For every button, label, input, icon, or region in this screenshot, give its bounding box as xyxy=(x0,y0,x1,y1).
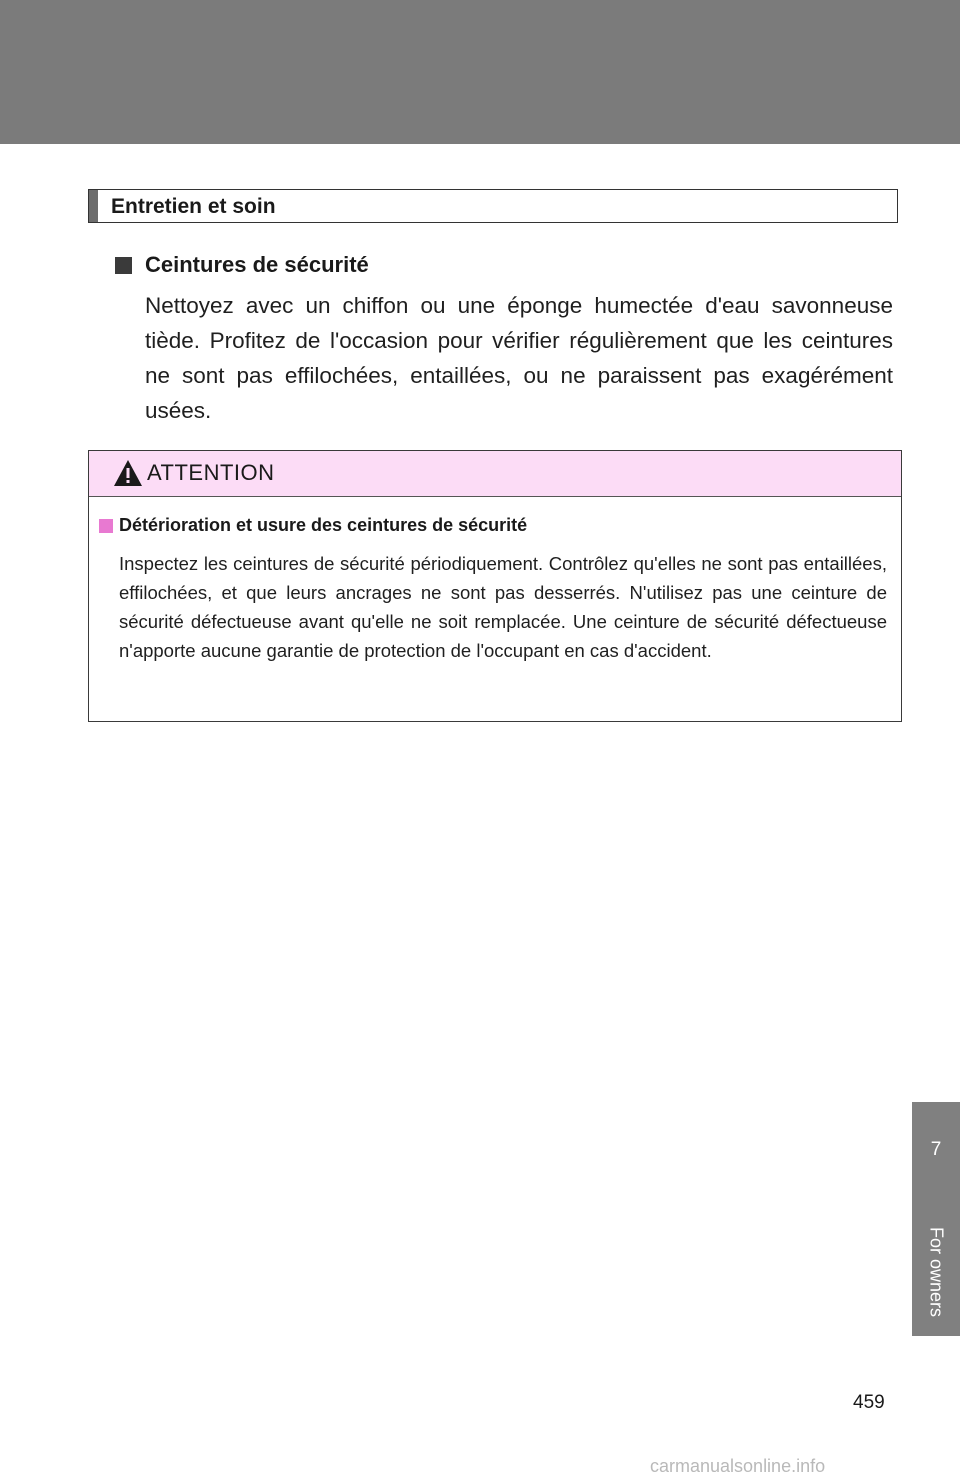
chapter-label: For owners xyxy=(926,1226,947,1318)
section-header-marker xyxy=(89,190,98,222)
warning-heading xyxy=(99,515,527,536)
section-title: Entretien et soin xyxy=(111,195,276,218)
watermark: carmanualsonline.info xyxy=(650,1456,826,1476)
top-header-band xyxy=(0,0,960,144)
subsection-body: Nettoyez avec un chiffon ou une éponge humectée d'eau savonneuse tiède. Profitez de l'occasion pour vérifier régulièrement que les ceintures ne sont pas effilochées, entaillées, ou ne paraissent pas exagérément usées. xyxy=(145,293,893,423)
warning-label: ATTENTION xyxy=(147,460,275,485)
page-number: 459 xyxy=(853,1392,885,1413)
warning-body: Inspectez les ceintures de sécurité périodiquement. Contrôlez qu'elles ne sont pas entaillées, effilochées, et que leurs ancrages ne sont pas desserrés. N'utilisez pas une ceinture de sécurité défectueuse avant qu'elle ne soit remplacée. Une ceinture de sécurité défectueuse n'apporte aucune garantie de protection de l'occupant en cas d'accident. xyxy=(119,553,887,661)
chapter-number: 7 xyxy=(930,1139,942,1160)
subsection-heading xyxy=(115,252,369,278)
warning-triangle-icon xyxy=(113,459,143,487)
section-header xyxy=(88,189,898,223)
warning-box xyxy=(88,450,902,722)
square-bullet-icon xyxy=(115,257,132,274)
square-bullet-icon xyxy=(99,519,113,533)
subsection-title: Ceintures de sécurité xyxy=(145,252,369,277)
warning-heading-text: Détérioration et usure des ceintures de sécurité xyxy=(119,515,528,535)
chapter-side-tab xyxy=(912,1102,960,1336)
warning-header xyxy=(89,451,901,497)
